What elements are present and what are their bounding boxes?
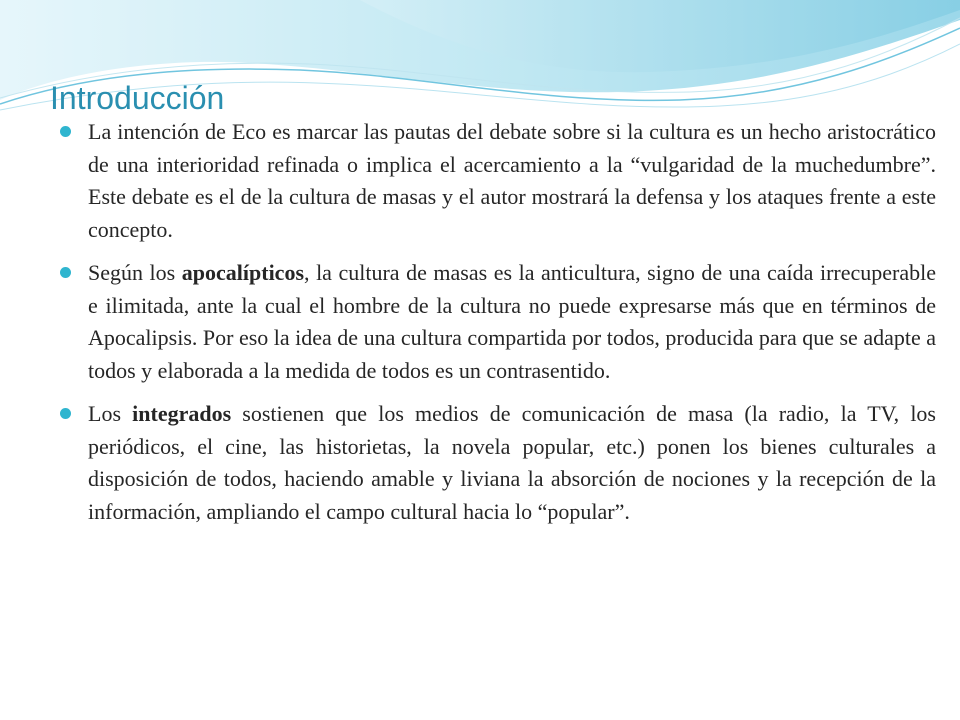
bullet-text: Los integrados sostienen que los medios de comunicación de masa (la radio, la TV, los periódicos, el cine, las historietas, la novela popular, etc.) ponen los bienes culturales a disposición de todos, haciendo amable y liviana la absorción de nociones y la recepción de la información, ampliando el campo cultural hacia lo “popular”. xyxy=(88,401,936,524)
bullet-dot-icon xyxy=(60,126,71,137)
bold-term-apocalipticos: apocalípticos xyxy=(181,260,305,285)
bullet-item xyxy=(58,257,936,387)
bullet-text: La intención de Eco es marcar las pautas del debate sobre si la cultura es un hecho aristocrático de una interioridad refinada o implica el acercamiento a la “vulgaridad de la muchedumbre”. Este debate es el de la cultura de masas y el autor mostrará la defensa y los ataques frente a este concepto. xyxy=(88,119,936,242)
bullet-item xyxy=(58,398,936,528)
slide-title: Introducción xyxy=(50,80,225,116)
bullet-list xyxy=(58,116,936,539)
bullet-item xyxy=(58,116,936,246)
bullet-dot-icon xyxy=(60,408,71,419)
bullet-text: Según los apocalípticos, la cultura de masas es la anticultura, signo de una caída irrecuperable e ilimitada, ante la cual el hombre de la cultura no puede expresarse más que en términos de Apocalipsis. Por eso la idea de una cultura compartida por todos, producida para que se adapte a todos y elaborada a la medida de todos es un contrasentido. xyxy=(88,260,936,383)
bullet-dot-icon xyxy=(60,267,71,278)
bold-term-integrados: integrados xyxy=(132,401,232,426)
